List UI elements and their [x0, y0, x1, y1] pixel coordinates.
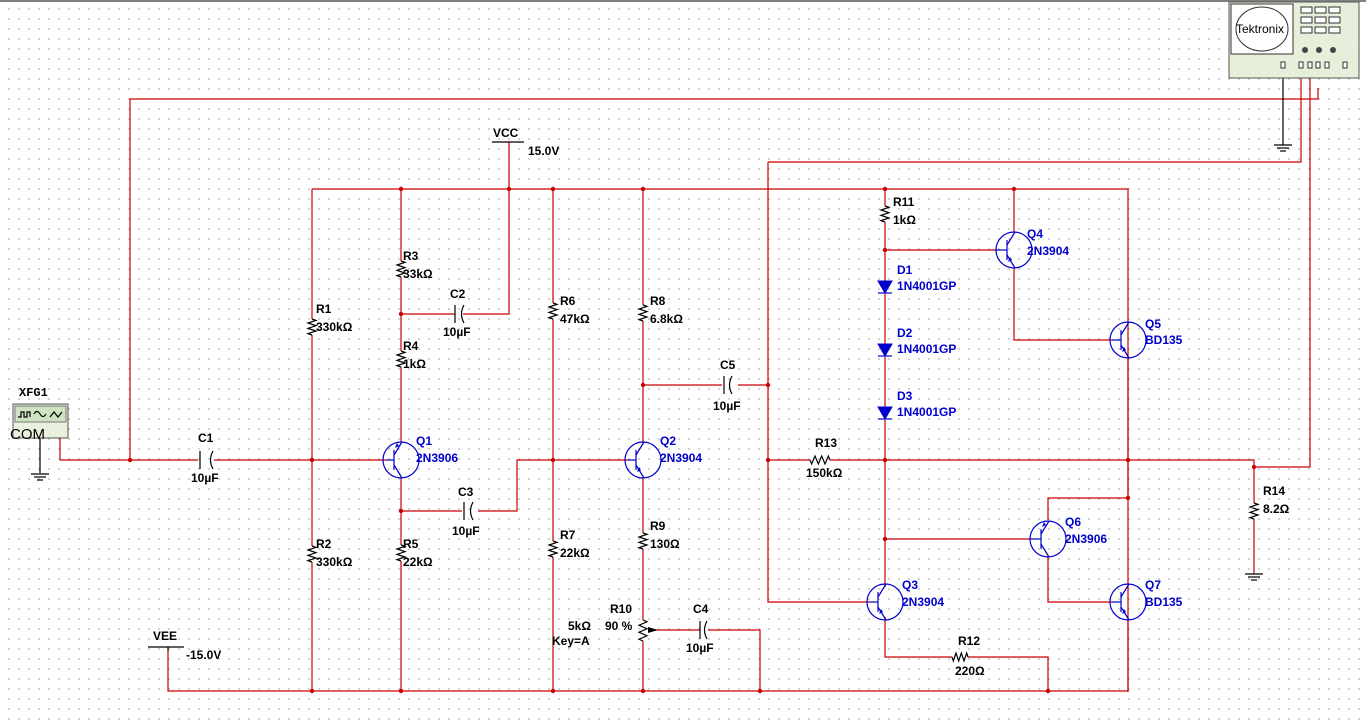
- r2-resistor: [308, 546, 316, 562]
- scope-knob-icon: [1316, 47, 1322, 53]
- junction-dot: [1046, 689, 1050, 693]
- r11-resistor: [881, 206, 889, 222]
- c3-value: 10µF: [452, 524, 480, 538]
- r9-name: R9: [650, 519, 666, 533]
- components[interactable]: [13, 2, 1359, 661]
- q4-name: Q4: [1027, 227, 1044, 241]
- r7-name: R7: [560, 528, 576, 542]
- r13-resistor: [810, 456, 830, 464]
- junction-dot: [551, 187, 555, 191]
- r2-value: 330kΩ: [316, 555, 353, 569]
- r8-value: 6.8kΩ: [650, 312, 683, 326]
- junction-dot: [310, 689, 314, 693]
- r10-value: 5kΩ: [568, 619, 591, 633]
- c5-name: C5: [720, 358, 736, 372]
- wire-segment: [830, 460, 1254, 503]
- r13-name: R13: [815, 436, 838, 450]
- q6-transistor-emitter: [1041, 521, 1049, 534]
- q6-transistor[interactable]: [1030, 521, 1066, 557]
- q3-transistor[interactable]: [867, 584, 903, 620]
- xfg1-label: XFG1: [19, 386, 48, 400]
- scope-brand: Tektronix: [1236, 22, 1285, 36]
- q6-transistor-collector: [1041, 544, 1049, 557]
- vcc-value: 15.0V: [528, 144, 560, 158]
- q2-transistor[interactable]: [625, 442, 661, 478]
- scope-terminal: [1308, 62, 1312, 68]
- r1-resistor: [308, 319, 316, 335]
- c5-value: 10µF: [713, 399, 741, 413]
- q7-model: BD135: [1145, 595, 1183, 609]
- q3-transistor-collector: [878, 584, 886, 597]
- r3-value: 33kΩ: [403, 267, 433, 281]
- c2-name: C2: [450, 287, 466, 301]
- xfg1-com-label: COM: [10, 426, 45, 443]
- q3-model: 2N3904: [902, 595, 945, 609]
- junction-dot: [399, 312, 403, 316]
- q2-transistor-collector: [636, 442, 644, 455]
- q1-transistor-collector: [394, 465, 402, 478]
- c4-capacitor-plate: [705, 621, 708, 639]
- scope-terminal: [1343, 62, 1347, 68]
- junction-dot: [551, 689, 555, 693]
- r6-name: R6: [560, 294, 576, 308]
- r12-name: R12: [958, 634, 981, 648]
- scope-button: [1315, 7, 1326, 13]
- q2-model: 2N3904: [660, 451, 703, 465]
- wire-segment: [312, 189, 1128, 692]
- junction-dot: [758, 689, 762, 693]
- d2-diode: [878, 344, 892, 356]
- r14-name: R14: [1263, 484, 1286, 498]
- q7-name: Q7: [1145, 578, 1162, 592]
- junction-dot: [883, 537, 887, 541]
- c1-name: C1: [198, 431, 214, 445]
- d2-name: D2: [897, 326, 913, 340]
- junction-dot: [883, 187, 887, 191]
- scope-knob-icon: [1302, 47, 1308, 53]
- junction-dot: [766, 458, 770, 462]
- scope-button: [1329, 27, 1340, 33]
- r12-value: 220Ω: [955, 664, 985, 678]
- r9-resistor: [639, 533, 647, 549]
- d1-diode: [878, 281, 892, 293]
- scope-button: [1315, 27, 1326, 33]
- scope-knob-icon: [1330, 47, 1336, 53]
- wires: [40, 68, 1318, 692]
- junction-dot: [641, 689, 645, 693]
- junction-dot: [641, 383, 645, 387]
- q1-transistor[interactable]: [383, 442, 419, 478]
- r5-name: R5: [403, 537, 419, 551]
- junction-dot: [883, 458, 887, 462]
- q4-transistor-collector: [1007, 232, 1015, 245]
- r4-name: R4: [403, 339, 419, 353]
- junction-dot: [641, 187, 645, 191]
- q2-name: Q2: [660, 434, 677, 448]
- r7-value: 22kΩ: [560, 546, 590, 560]
- c1-capacitor-plate: [211, 451, 214, 469]
- r1-name: R1: [316, 302, 332, 316]
- junction-dot: [766, 383, 770, 387]
- junction-dot: [883, 248, 887, 252]
- scope-button: [1329, 7, 1340, 13]
- r11-value: 1kΩ: [893, 213, 916, 227]
- junction-dot: [399, 509, 403, 513]
- r10-potentiometer: [639, 620, 647, 641]
- r10-wiper-arrow: [648, 627, 658, 633]
- q6-model: 2N3906: [1065, 532, 1108, 546]
- junctions: [128, 187, 1256, 693]
- wire-segment: [1014, 268, 1112, 340]
- r10-name: R10: [610, 602, 633, 616]
- junction-dot: [399, 187, 403, 191]
- r7-resistor: [549, 541, 557, 557]
- r10-setting: 90 %: [605, 619, 633, 633]
- c3-capacitor-plate: [471, 502, 474, 520]
- scope-terminal: [1316, 62, 1320, 68]
- vcc-label: VCC: [493, 126, 519, 140]
- d3-model: 1N4001GP: [897, 405, 957, 419]
- q1-model: 2N3906: [416, 451, 459, 465]
- c2-value: 10µF: [443, 325, 471, 339]
- r14-value: 8.2Ω: [1263, 502, 1290, 516]
- r3-name: R3: [403, 249, 419, 263]
- r2-name: R2: [316, 537, 332, 551]
- r1-value: 330kΩ: [316, 320, 353, 334]
- junction-dot: [399, 689, 403, 693]
- c3-name: C3: [458, 485, 474, 499]
- scope-button: [1315, 17, 1326, 23]
- junction-dot: [507, 187, 511, 191]
- q3-name: Q3: [902, 578, 919, 592]
- r13-value: 150kΩ: [806, 466, 843, 480]
- junction-dot: [310, 458, 314, 462]
- scope-terminal: [1281, 62, 1285, 68]
- r10-key: Key=A: [552, 634, 590, 648]
- wire-segment: [708, 630, 760, 691]
- d1-model: 1N4001GP: [897, 279, 957, 293]
- scope-button: [1301, 17, 1312, 23]
- r11-name: R11: [893, 195, 915, 209]
- q1-name: Q1: [416, 434, 433, 448]
- vee-value: -15.0V: [186, 648, 222, 662]
- scope-button: [1301, 27, 1312, 33]
- r5-value: 22kΩ: [403, 555, 433, 569]
- wire-segment: [768, 162, 869, 602]
- r12-resistor: [952, 653, 968, 661]
- wire-segment: [1048, 556, 1112, 602]
- q5-model: BD135: [1145, 333, 1183, 347]
- junction-dot: [1126, 496, 1130, 500]
- oscilloscope-tektronix[interactable]: [1229, 2, 1359, 78]
- c5-capacitor-plate: [730, 376, 733, 394]
- q6-name: Q6: [1065, 515, 1082, 529]
- wire-segment: [463, 142, 509, 314]
- d3-diode: [878, 407, 892, 419]
- r8-name: R8: [650, 294, 666, 308]
- c4-name: C4: [693, 602, 709, 616]
- junction-dot: [128, 458, 132, 462]
- d3-name: D3: [897, 389, 913, 403]
- junction-dot: [1252, 465, 1256, 469]
- vee-label: VEE: [153, 629, 178, 643]
- r8-resistor: [639, 305, 647, 321]
- junction-dot: [551, 458, 555, 462]
- r9-value: 130Ω: [650, 537, 680, 551]
- c4-value: 10µF: [686, 641, 714, 655]
- wire-segment: [768, 68, 1301, 162]
- d2-model: 1N4001GP: [897, 342, 957, 356]
- r4-value: 1kΩ: [403, 357, 426, 371]
- wire-segment: [885, 617, 952, 657]
- r14-resistor: [1250, 503, 1258, 519]
- junction-dot: [1012, 187, 1016, 191]
- junction-dot: [1126, 458, 1130, 462]
- r6-resistor: [549, 303, 557, 319]
- scope-button: [1301, 7, 1312, 13]
- q5-name: Q5: [1145, 317, 1162, 331]
- q4-model: 2N3904: [1027, 244, 1070, 258]
- c1-value: 10µF: [191, 471, 219, 485]
- scope-terminal: [1325, 62, 1329, 68]
- wire-segment: [1048, 356, 1128, 520]
- d1-name: D1: [897, 263, 913, 277]
- r6-value: 47kΩ: [560, 312, 590, 326]
- scope-button: [1329, 17, 1340, 23]
- q1-transistor-emitter: [394, 442, 402, 455]
- scope-terminal: [1299, 62, 1303, 68]
